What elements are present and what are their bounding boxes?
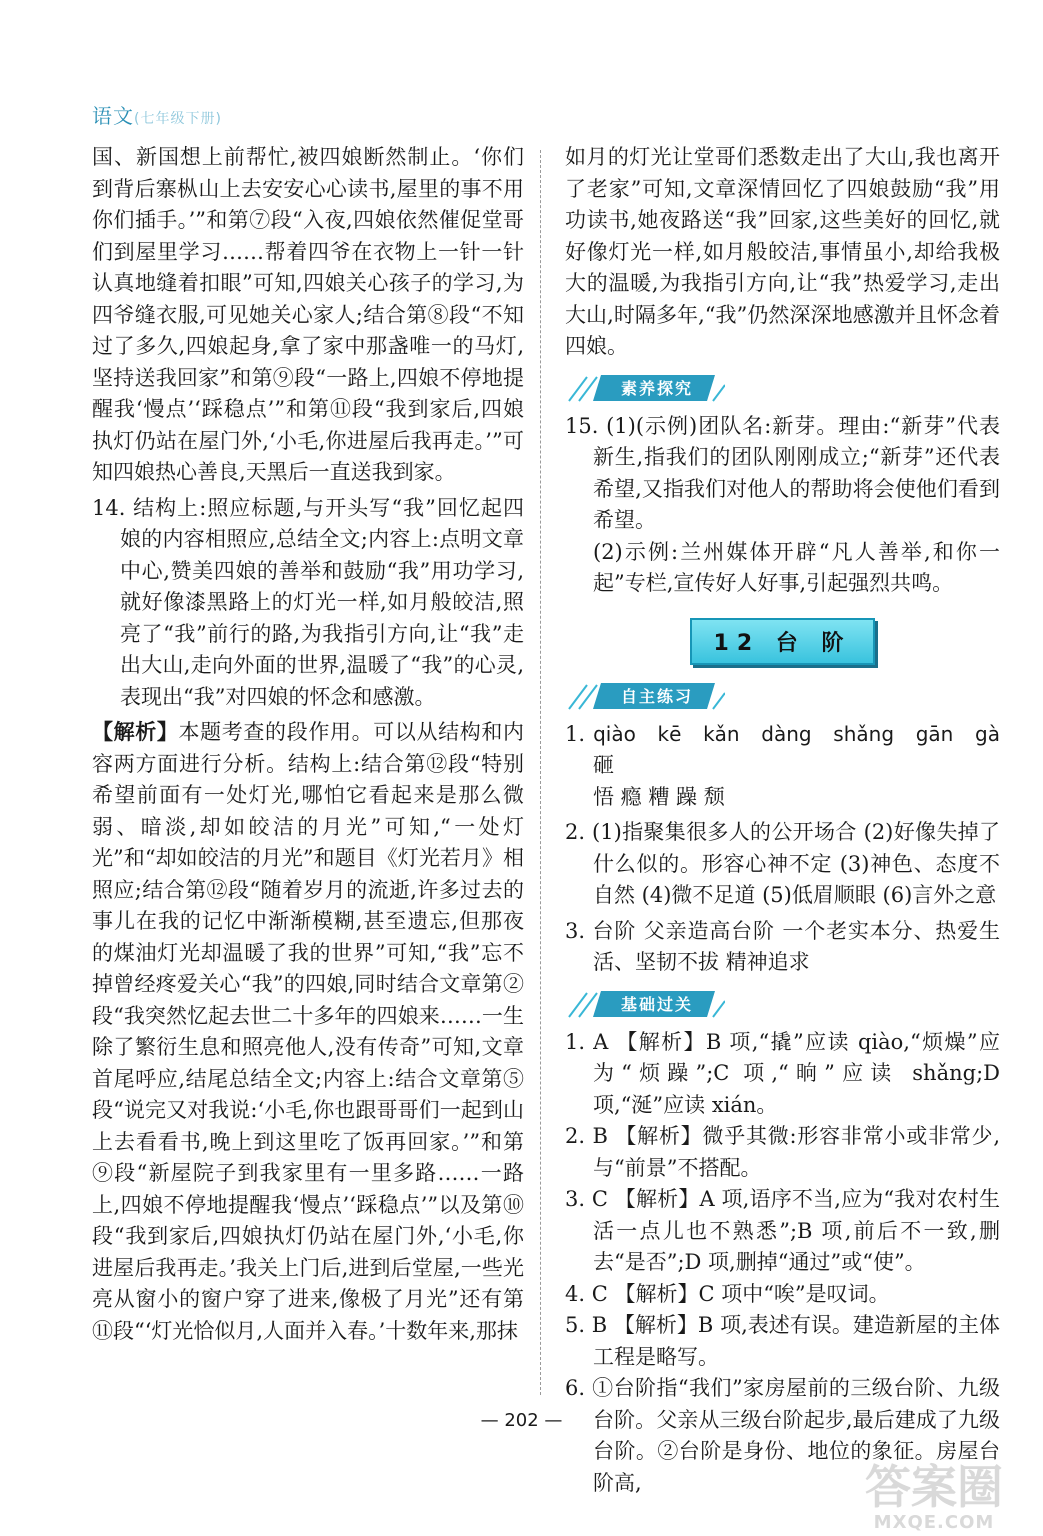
subject-label: 语文 [92,104,134,128]
grade-label: (七年级下册) [134,111,222,127]
ribbon-suyang [565,371,725,405]
section-title: 12 台 阶 [690,618,876,665]
basic-3: 3. C 【解析】A 项,语序不当,应为“我对农村生活一点儿也不熟悉”;B 项,前后不一致,删去“是否”;D 项,删掉“通过”或“使”。 [565,1187,1000,1274]
left-column [92,142,524,1347]
answer-15-1: 15. (1)(示例)团队名:新芽。理由:“新芽”代表新生,指我们的团队刚刚成立;“新芽”还代表希望,又指我们对他人的帮助将会使他们看到希望。 [565,413,1000,532]
basic-6: 6. ①台阶指“我们”家房屋前的三级台阶、九级台阶。父亲从三级台阶起步,最后建成了九级台阶。②台阶是身份、地位的象征。房屋台阶高, [565,1376,1000,1495]
right-column [565,142,1000,1499]
basic-2: 2. B 【解析】微乎其微:形容非常小或非常少,与“前景”不搭配。 [565,1124,1000,1180]
analysis-text: 本题考查的段作用。可以从结构和内容两方面进行分析。结构上:结合第⑫段“特别希望前面有一处灯光,哪怕它看起来是那么微弱、暗淡,却如皎洁的月光”可知,“一处灯光”和“却如皎洁的月光”和题目《灯光若月》相照应;结合第⑫段“随着岁月的流逝,许多过去的事儿在我的记忆中渐渐模糊,甚至遗忘,但那夜的煤油灯光却温暖了我的世界”可知,“我”忘不掉曾经疼爱关心“我”的四娘,同时结合文章第②段“我突然忆起去世二十多年的四娘来……一生除了繁衍生息和照亮他人,没有传奇”可知,文章首尾呼应,结尾总结全文;内容上:结合文章第⑤段“说完又对我说:‘小毛,你也跟哥哥们一起到山上去看看书,晚上到这里吃了饭再回家。’”和第⑨段“新屋院子到我家里有一里多路……一路上,四娘不停地提醒我‘慢点’‘踩稳点’”以及第⑩段“我到家后,四娘执灯仍站在屋门外,‘小毛,你进屋后我再走。’我关上门后,进到后堂屋,一些光亮从窗小的窗户穿了进来,像极了月光”还有第⑪段“‘灯光恰似月,人面并入春。’十数年来,那抹 [92,720,525,1343]
exercise-1-number: 1. [565,721,586,746]
ribbon-suyang-label: 素养探究 [620,378,693,398]
exercise-1-chars-b: 悟 瘾 糟 躁 颓 [593,784,725,809]
section-title-wrap [565,618,1000,665]
page-header [92,100,222,129]
page-number: — 202 — [480,1410,563,1431]
basic-5: 5. B 【解析】B 项,表述有误。建造新屋的主体工程是略写。 [565,1313,1000,1369]
ribbon-jichu-label: 基础过关 [620,994,693,1014]
basic-1: 1. A 【解析】B 项,“撬”应读 qiào,“烦燥”应为“烦躁”;C 项,“晌”应读 shǎng;D 项,“涎”应读 xián。 [565,1029,1000,1117]
answer-15-2: (2)示例:兰州媒体开辟“凡人善举,和你一起”专栏,宣传好人好事,引起强烈共鸣。 [593,539,1000,595]
exercise-1 [565,719,1000,814]
exercise-2: 2. (1)指聚集很多人的公开场合 (2)好像失掉了什么似的。形容心神不定 (3)神色、态度不自然 (4)微不足道 (5)低眉顺眼 (6)言外之意 [565,820,1000,907]
ribbon-jichu [565,987,725,1021]
exercise-1-pinyin: qiào kē kǎn dàng shǎng gān gà [593,721,1000,746]
watermark-main-text: 答案圈 [865,1460,1003,1514]
ribbon-zizhu [565,679,725,713]
exercise-3: 3. 台阶 父亲造高台阶 一个老实本分、热爱生活、坚韧不拔 精神追求 [565,918,1000,974]
watermark-sub-text: MXQE.COM [873,1512,995,1533]
analysis-tag: 【解析】 [92,720,179,744]
ribbon-zizhu-label: 自主练习 [620,686,693,706]
column-divider [540,150,541,1395]
answer-14: 14. 结构上:照应标题,与开头写“我”回忆起四娘的内容相照应,总结全文;内容上:点明文章中心,赞美四娘的善举和鼓励“我”用功学习,就好像漆黑路上的灯光一样,如月般皎洁,照亮了“我”前行的路,为我指引方向,让“我”走出大山,走向外面的世界,温暖了“我”的心灵,表现出“我”对四娘的怀念和感激。 [92,495,524,709]
exercise-1-chars-a: 砸 [593,753,614,777]
basic-4: 4. C 【解析】C 项中“唉”是叹词。 [565,1281,890,1306]
left-paragraph-1: 国、新国想上前帮忙,被四娘断然制止。‘你们到背后寨枞山上去安安心心读书,屋里的事不用你们插手。’”和第⑦段“入夜,四娘依然催促堂哥们到屋里学习……帮着四爷在衣物上一针一针认真地缝着扣眼”可知,四娘关心孩子的学习,为四爷缝衣服,可见她关心家人;结合第⑧段“不知过了多久,四娘起身,拿了家中那盏唯一的马灯,坚持送我回家”和第⑨段“一路上,四娘不停地提醒我‘慢点’‘踩稳点’”和第⑪段“我到家后,四娘执灯仍站在屋门外,‘小毛,你进屋后我再走。’”可知四娘热心善良,天黑后一直送我到家。 [92,145,524,484]
analysis-block [92,717,524,1347]
right-paragraph-1: 如月的灯光让堂哥们悉数走出了大山,我也离开了老家”可知,文章深情回忆了四娘鼓励“我”用功读书,她夜路送“我”回家,这些美好的回忆,就好像灯光一样,如月般皎洁,事情虽小,却给我极大的温暖,为我指引方向,让“我”热爱学习,走出大山,时隔多年,“我”仍然深深地感激并且怀念着四娘。 [565,145,1000,358]
watermark-logo [849,1462,1019,1532]
